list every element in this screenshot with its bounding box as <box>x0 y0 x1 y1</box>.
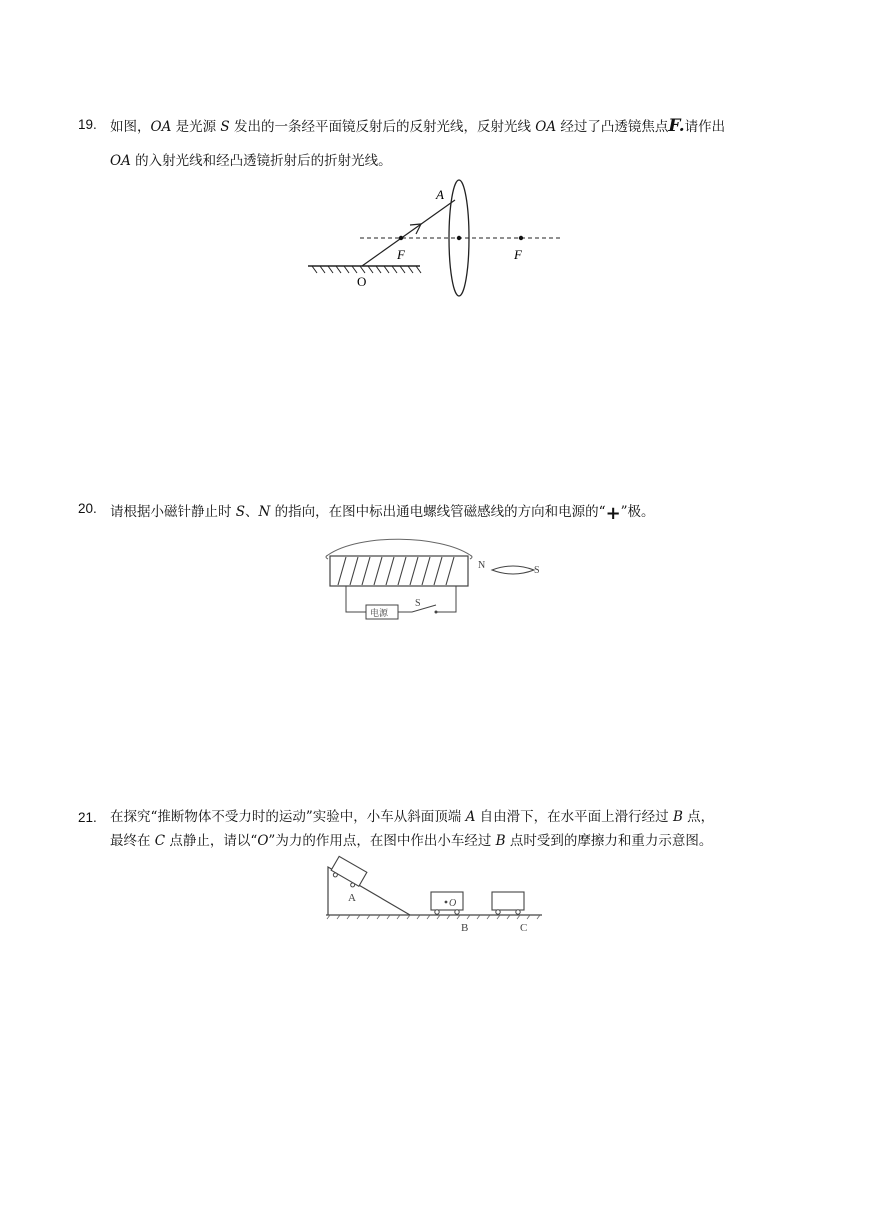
label-o: O <box>357 274 367 289</box>
cart-at-b <box>431 892 463 914</box>
incline-figure <box>320 855 545 937</box>
question-21-line-1: 在探究“推断物体不受力时的运动”实验中，小车从斜面顶端 A 自由滑下，在水平面上滑行经过 B 点， <box>110 809 715 825</box>
focus-point-left <box>399 236 403 240</box>
question-19-line-2: OA 的入射光线和经凸透镜折射后的折射光线。 <box>110 153 392 169</box>
question-19-line-1: 如图，OA 是光源 S 发出的一条经平面镜反射后的反射光线，反射光线 OA 经过了凸透镜焦点F.请作出 <box>110 116 726 136</box>
question-20-line-1: 请根据小磁针静止时 S、N 的指向，在图中标出通电螺线管磁感线的方向和电源的“+”极。 <box>110 503 655 524</box>
field-arc <box>328 539 470 555</box>
mirror-hatching <box>312 266 421 273</box>
label-b: B <box>461 922 469 934</box>
wire-left <box>346 586 366 612</box>
question-number: 19. <box>78 117 97 132</box>
label-a: A <box>436 187 444 202</box>
label-f-left: F <box>397 247 405 262</box>
solenoid-figure <box>320 533 550 625</box>
power-label: 电源 <box>370 608 389 618</box>
label-o: O <box>449 898 457 909</box>
cart-on-incline <box>329 856 367 889</box>
cart-at-c <box>492 892 524 914</box>
question-number: 21. <box>78 810 97 825</box>
wire-right <box>436 586 456 612</box>
magnetic-needle <box>492 566 534 574</box>
question-21-line-2: 最终在 C 点静止，请以“O”为力的作用点，在图中作出小车经过 B 点时受到的摩擦力和重力示意图。 <box>110 833 713 849</box>
switch-label: S <box>415 598 421 609</box>
needle-s-label: S <box>534 565 540 576</box>
needle-n-label: N <box>478 560 486 571</box>
reflected-ray-oa <box>362 200 455 266</box>
lens-figure <box>300 178 570 303</box>
focus-point-right <box>519 236 523 240</box>
optical-center <box>457 236 461 240</box>
label-a: A <box>348 892 356 904</box>
question-number: 20. <box>78 501 97 516</box>
label-c: C <box>520 922 528 934</box>
label-f-right: F <box>514 247 522 262</box>
